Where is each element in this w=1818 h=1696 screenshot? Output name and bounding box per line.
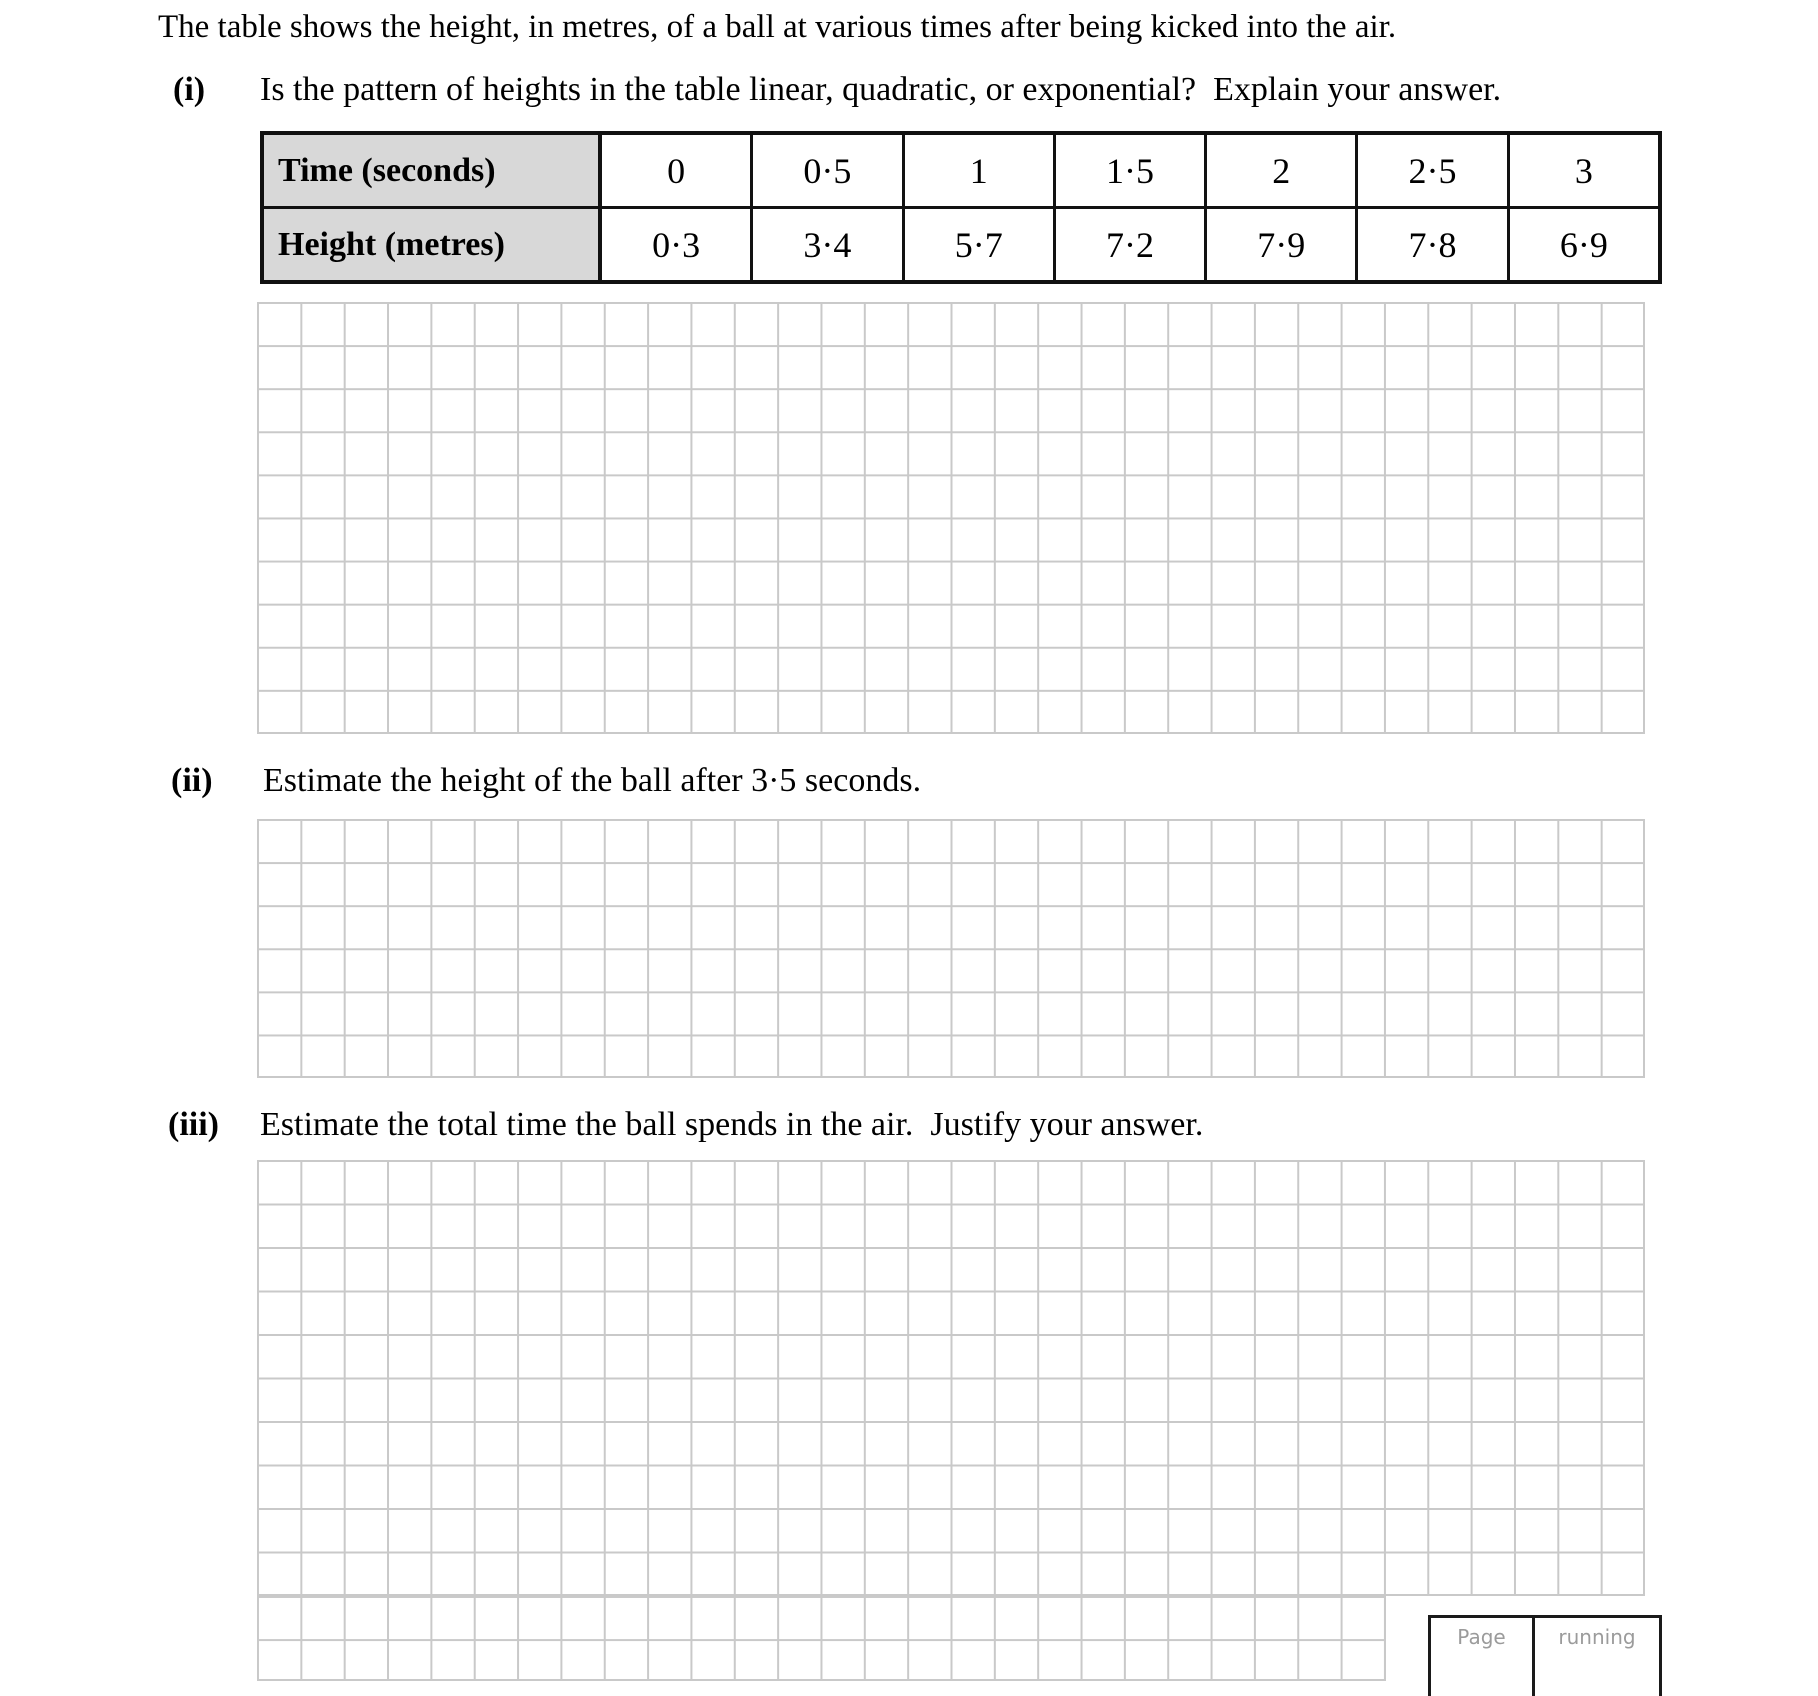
- height-value-cell: 5·7: [902, 209, 1053, 280]
- part-question-i: Is the pattern of heights in the table linear, quadratic, or exponential? Explain your answer.: [260, 71, 1502, 108]
- table-row-time: [264, 135, 1658, 206]
- question-intro: The table shows the height, in metres, of a ball at various times after being kicked into the air.: [158, 9, 1397, 45]
- time-value-cell: 3: [1507, 135, 1658, 206]
- height-value-cell: 7·8: [1355, 209, 1506, 280]
- part-label-ii: (ii): [171, 762, 213, 799]
- row-header-height: Height (metres): [264, 209, 602, 280]
- footer-running-label: running: [1558, 1625, 1636, 1649]
- answer-grid-part-iii-upper: [257, 1160, 1645, 1596]
- footer-page-label: Page: [1457, 1625, 1506, 1649]
- time-value-cell: 1·5: [1053, 135, 1204, 206]
- height-value-cell: 6·9: [1507, 209, 1658, 280]
- part-label-i: (i): [173, 71, 206, 108]
- time-value-cell: 1: [902, 135, 1053, 206]
- footer-page-box: [1428, 1615, 1662, 1696]
- part-question-iii: Estimate the total time the ball spends in the air. Justify your answer.: [260, 1106, 1204, 1143]
- time-value-cell: 0·5: [750, 135, 901, 206]
- part-label-iii: (iii): [168, 1106, 219, 1143]
- time-value-cell: 0: [667, 150, 686, 191]
- row-header-time: Time (seconds): [264, 135, 602, 206]
- answer-grid-part-ii: [257, 819, 1645, 1078]
- height-value-cell: 3·4: [750, 209, 901, 280]
- time-value-cell: 2·5: [1355, 135, 1506, 206]
- height-value-cell: 7·2: [1053, 209, 1204, 280]
- time-value-cell: 2: [1204, 135, 1355, 206]
- height-time-table: [260, 131, 1662, 284]
- table-row-height: [264, 206, 1658, 280]
- part-question-ii: Estimate the height of the ball after 3·5 seconds.: [263, 762, 922, 799]
- answer-grid-part-i: [257, 302, 1645, 734]
- footer-cell-running: [1532, 1618, 1659, 1696]
- footer-cell-page: [1431, 1618, 1532, 1696]
- height-value-cell: 7·9: [1204, 209, 1355, 280]
- answer-grid-part-iii-lower: [257, 1596, 1386, 1681]
- height-value-cell: 0·3: [652, 224, 701, 265]
